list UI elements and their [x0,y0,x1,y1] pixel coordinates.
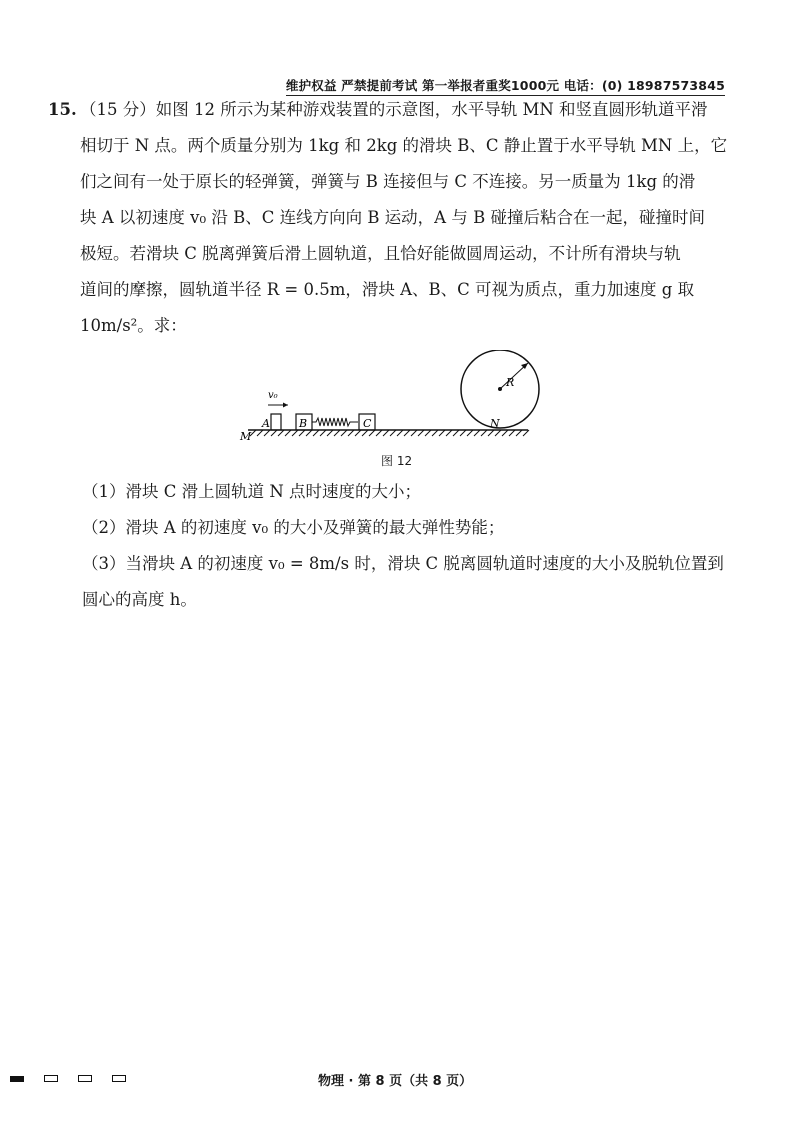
header-notice: 维护权益 严禁提前考试 第一举报者重奖1000元 电话：(0) 18987573845 [286,76,725,96]
spring [312,418,358,426]
question-line-2: 相切于 N 点。两个质量分别为 1kg 和 2kg 的滑块 B、C 静止置于水平导轨 MN 上，它 [80,136,728,155]
footer-mark-empty-1 [44,1075,58,1082]
footer-mark-empty-3 [112,1075,126,1082]
subquestion-2: （2）滑块 A 的初速度 v₀ 的大小及弹簧的最大弹性势能； [82,518,505,537]
question-line-6: 道间的摩擦，圆轨道半径 R = 0.5m，滑块 A、B、C 可视为质点，重力加速度 g 取 [80,280,695,299]
label-n: N [490,417,500,430]
footer-page-number: 物理 · 第 8 页（共 8 页） [318,1074,473,1089]
footer-mark-filled [10,1076,24,1082]
ground-hatching [250,430,529,436]
footer-mark-empty-2 [78,1075,92,1082]
label-m: M [240,430,252,443]
question-line-7: 10m/s²。求： [80,316,187,335]
subquestion-3-continued: 圆心的高度 h。 [82,590,197,609]
label-b: B [299,417,308,430]
label-v0: v₀ [268,390,278,401]
velocity-arrowhead [283,403,288,408]
block-a [271,414,281,430]
footer-marks [10,1075,126,1082]
figure-caption: 图 12 [381,454,413,468]
label-a: A [262,417,270,430]
question-line-1: （15 分）如图 12 所示为某种游戏装置的示意图，水平导轨 MN 和竖直圆形轨道平滑 [80,100,708,119]
question-line-3: 们之间有一处于原长的轻弹簧，弹簧与 B 连接但与 C 不连接。另一质量为 1kg 的滑 [80,172,696,191]
label-c: C [363,417,372,430]
subquestion-1: （1）滑块 C 滑上圆轨道 N 点时速度的大小； [82,482,422,501]
subquestion-3: （3）当滑块 A 的初速度 v₀ = 8m/s 时，滑块 C 脱离圆轨道时速度的大小及脱轨位置到 [82,554,724,573]
question-number: 15. [48,100,77,119]
label-r: R [506,376,515,389]
figure-12-diagram [238,350,548,460]
question-line-5: 极短。若滑块 C 脱离弹簧后滑上圆轨道，且恰好能做圆周运动，不计所有滑块与轨 [80,244,681,263]
question-line-4: 块 A 以初速度 v₀ 沿 B、C 连线方向向 B 运动，A 与 B 碰撞后粘合在一起，碰撞时间 [80,208,705,227]
